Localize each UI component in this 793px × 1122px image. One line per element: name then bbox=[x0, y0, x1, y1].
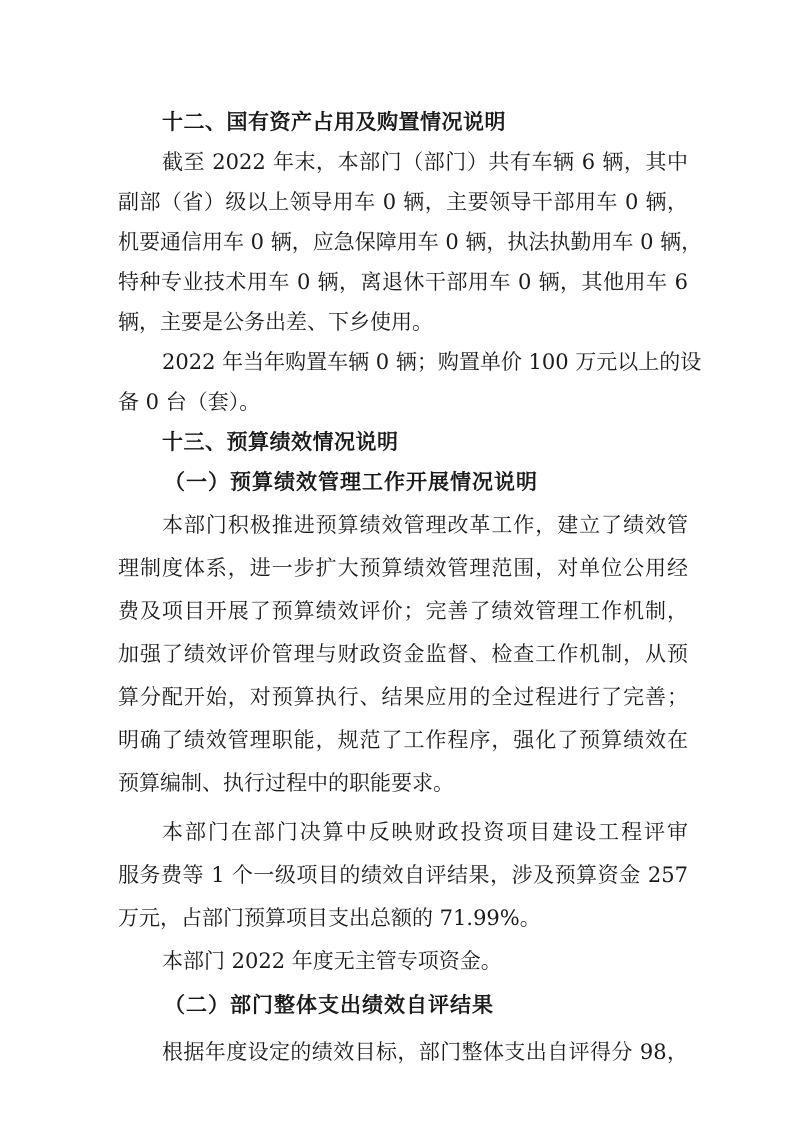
text-line: 明确了绩效管理职能，规范了工作程序，强化了预算绩效在 bbox=[118, 728, 688, 752]
document-page bbox=[118, 102, 703, 1074]
text-line: 费及项目开展了预算绩效评价；完善了绩效管理工作机制， bbox=[118, 599, 688, 623]
text-line: 理制度体系，进一步扩大预算绩效管理范围，对单位公用经 bbox=[118, 556, 688, 580]
section-12-paragraph-vehicles bbox=[118, 142, 703, 342]
section-12-paragraph-purchases bbox=[118, 342, 702, 422]
text-line: 算分配开始，对预算执行、结果应用的全过程进行了完善； bbox=[118, 685, 688, 709]
text-line: 加强了绩效评价管理与财政资金监督、检查工作机制，从预 bbox=[118, 642, 688, 666]
text-line: 万元，占部门预算项目支出总额的 71.99%。 bbox=[118, 906, 541, 930]
text-line: 本部门 2022 年度无主管专项资金。 bbox=[162, 949, 502, 973]
text-line: 截至 2022 年末，本部门（部门）共有车辆 6 辆，其中 bbox=[162, 150, 688, 174]
section-13-heading: 十三、预算绩效情况说明 bbox=[162, 430, 399, 454]
text-line: 副部（省）级以上领导用车 0 辆，主要领导干部用车 0 辆， bbox=[118, 190, 688, 214]
text-line: 本部门在部门决算中反映财政投资项目建设工程评审 bbox=[162, 820, 688, 844]
text-line: 服务费等 1 个一级项目的绩效自评结果，涉及预算资金 257 bbox=[118, 863, 688, 887]
text-line: 备 0 台（套）。 bbox=[118, 390, 261, 414]
text-line: 2022 年当年购置车辆 0 辆；购置单价 100 万元以上的设 bbox=[162, 350, 702, 374]
text-line: 预算编制、执行过程中的职能要求。 bbox=[118, 771, 454, 795]
text-line: 本部门积极推进预算绩效管理改革工作，建立了绩效管 bbox=[162, 513, 688, 537]
section-13-subheading-2: （二）部门整体支出绩效自评结果 bbox=[164, 993, 494, 1017]
section-13-paragraph-self-evaluation bbox=[118, 811, 688, 940]
section-13-paragraph-special-funds bbox=[118, 940, 688, 983]
text-line: 辆，主要是公务出差、下乡使用。 bbox=[118, 310, 433, 334]
section-13-paragraph-management bbox=[118, 504, 688, 805]
text-line: 特种专业技术用车 0 辆，离退休干部用车 0 辆，其他用车 6 bbox=[118, 270, 688, 294]
section-13-subheading-1: （一）预算绩效管理工作开展情况说明 bbox=[164, 470, 538, 494]
section-13-paragraph-score bbox=[118, 1031, 688, 1074]
section-12-heading: 十二、国有资产占用及购置情况说明 bbox=[162, 110, 506, 134]
text-line: 根据年度设定的绩效目标，部门整体支出自评得分 98， bbox=[162, 1040, 688, 1064]
text-line: 机要通信用车 0 辆，应急保障用车 0 辆，执法执勤用车 0 辆， bbox=[118, 230, 703, 254]
